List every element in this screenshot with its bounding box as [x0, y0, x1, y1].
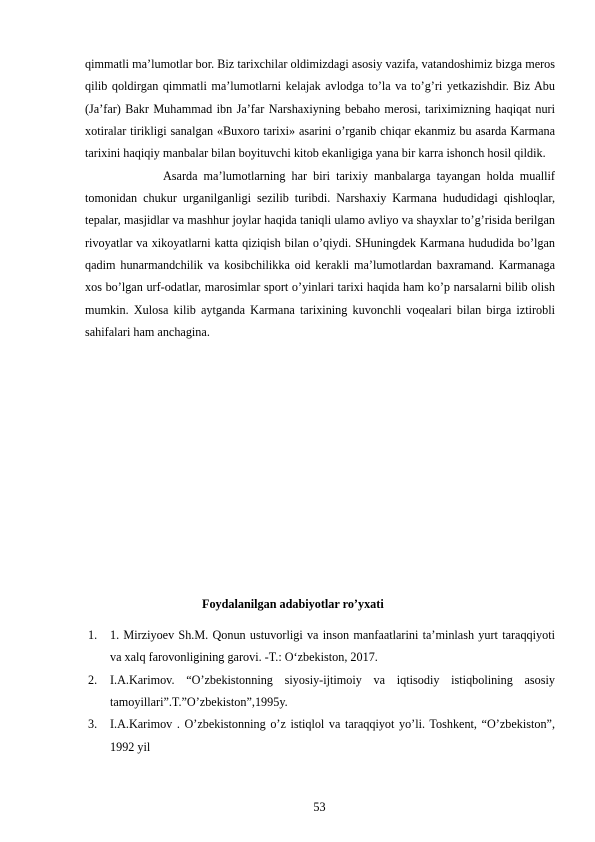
reference-item	[88, 624, 555, 669]
reference-number: 3.	[88, 717, 98, 732]
paragraph-2: Asarda ma’lumotlarning har biri tarixiy manbalarga tayangan holda muallif tomonidan chukur urganilganligi sezilib turibdi. Narshaxiy Karmana hududidagi qishloqlar, tepalar, masjidlar va mashhur joylar haqida taniqli ulamo avliyo va shayxlar to’g’risida berilgan rivoyatlar va xikoyatlarni katta qiziqish bilan o’qiydi. SHuningdek Karmana hududida bo’lgan qadim hunarmandchilik va kosibchilikka oid kerakli ma’lumotlardan baxramand. Karmanaga xos bo’lgan urf-odatlar, marosimlar sport o’yinlari tarixi haqida ham ko’p narsalarni bilib olish mumkin. Xulosa kilib aytganda Karmana tarixining kuvonchli voqealari bilan birga iztirobli sahifalari ham anchagina.	[85, 168, 555, 340]
reference-number: 2.	[88, 672, 98, 687]
body-text	[85, 53, 555, 343]
reference-text: 1. Mirziyoev Sh.M. Qonun ustuvorligi va inson manfaatlarini ta’minlash yurt taraqqiyoti va xalq farovonligining garovi. -T.: O‘zbekiston, 2017.	[110, 628, 555, 665]
references-title: Foydalanilgan adabiyotlar ro’yxati	[202, 597, 384, 611]
reference-text: I.A.Karimov. “O’zbekistonning siyosiy-ijtimoiy va iqtisodiy istiqbolining asosiy tamoyillari”.T.”O’zbekiston”,1995y.	[110, 672, 555, 710]
references-list	[88, 624, 555, 758]
reference-number: 1.	[88, 628, 98, 642]
reference-text: I.A.Karimov . O’zbekistonning o’z istiqlol va taraqqiyot yo’li. Toshkent, “O’zbekiston”, 1992 yil	[110, 717, 555, 754]
paragraph-1: qimmatli ma’lumotlar bor. Biz tarixchilar oldimizdagi asosiy vazifa, vatandoshimiz bizga meros qilib qoldirgan qimmatli ma’lumotlarni kelajak avlodga to’la va to’g’ri yetkazishdir. Biz Abu (Ja’far) Bakr Muhammad ibn Ja’far Narshaxiyning bebaho merosi, tariximizning haqiqat nuri xotiralar tirikligi sanalgan «Buxoro tarixi» asarini o’rganib chiqar ekanmiz bu asarda Karmana tarixini haqiqiy manbalar bilan boyituvchi kitob ekanligiga yana bir karra ishonch hosil qildik.	[85, 57, 555, 161]
reference-item	[88, 669, 555, 714]
reference-item	[88, 713, 555, 758]
page-number: 53	[313, 800, 326, 814]
